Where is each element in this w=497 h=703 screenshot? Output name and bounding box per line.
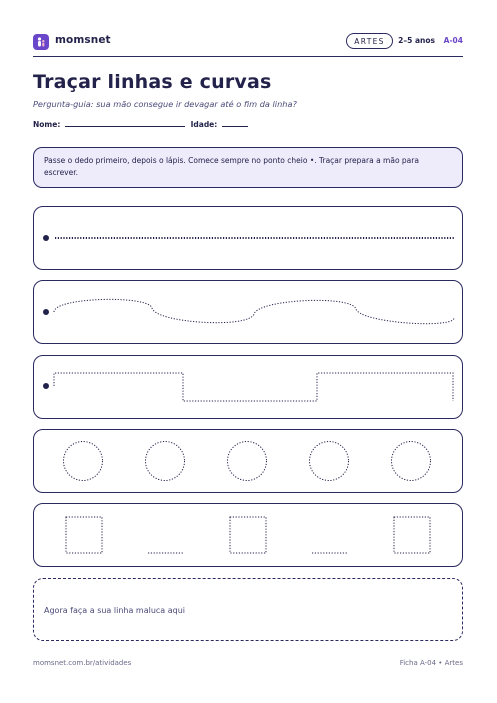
straight-line-trace bbox=[34, 207, 464, 271]
dotted-square[interactable] bbox=[66, 517, 102, 553]
page-header bbox=[33, 33, 463, 57]
dotted-square[interactable] bbox=[230, 517, 266, 553]
dotted-circle[interactable] bbox=[146, 442, 185, 481]
start-dot-icon bbox=[43, 309, 49, 315]
page-title: Traçar linhas e curvas bbox=[33, 71, 272, 93]
squares-trace bbox=[34, 504, 464, 568]
sheet-code: A-04 bbox=[443, 36, 463, 45]
category-badge: ARTES bbox=[346, 33, 393, 49]
dotted-circle[interactable] bbox=[228, 442, 267, 481]
dotted-circle[interactable] bbox=[392, 442, 431, 481]
free-drawing-label: Agora faça a sua linha maluca aqui bbox=[44, 606, 186, 615]
brand-name: momsnet bbox=[55, 34, 111, 46]
age-range: 2–5 anos bbox=[398, 36, 435, 45]
trace-panel-wave bbox=[33, 280, 463, 344]
dotted-wave-line[interactable] bbox=[54, 299, 454, 323]
instructions-box bbox=[33, 147, 463, 188]
footer-sheet-info: Ficha A-04 • Artes bbox=[399, 659, 463, 667]
name-age-fields bbox=[33, 119, 248, 129]
dotted-square-wave-line[interactable] bbox=[54, 373, 453, 401]
trace-panel-squares bbox=[33, 503, 463, 567]
guide-question: Pergunta-guia: sua mão consegue ir devagar até o fim da linha? bbox=[33, 99, 297, 109]
name-label: Nome: bbox=[33, 120, 61, 129]
free-drawing-box[interactable] bbox=[33, 578, 463, 641]
footer-url: momsnet.com.br/atividades bbox=[33, 659, 132, 667]
start-dot-icon bbox=[43, 383, 49, 389]
dotted-circle[interactable] bbox=[64, 442, 103, 481]
age-label: Idade: bbox=[190, 120, 218, 129]
trace-panel-straight-line bbox=[33, 206, 463, 270]
square-wave-trace bbox=[34, 356, 464, 420]
start-dot-icon bbox=[43, 235, 49, 241]
trace-panel-square-wave bbox=[33, 355, 463, 419]
instructions-text: Passe o dedo primeiro, depois o lápis. Comece sempre no ponto cheio •. Traçar prepara a mão para escrever. bbox=[44, 156, 419, 177]
dotted-square[interactable] bbox=[394, 517, 430, 553]
momsnet-logo-icon bbox=[33, 34, 49, 50]
mother-child-icon bbox=[35, 36, 47, 48]
age-blank[interactable] bbox=[222, 119, 248, 127]
wave-line-trace bbox=[34, 281, 464, 345]
trace-panel-circles bbox=[33, 429, 463, 493]
circles-trace bbox=[34, 430, 464, 494]
dotted-circle[interactable] bbox=[310, 442, 349, 481]
name-blank[interactable] bbox=[65, 119, 185, 127]
